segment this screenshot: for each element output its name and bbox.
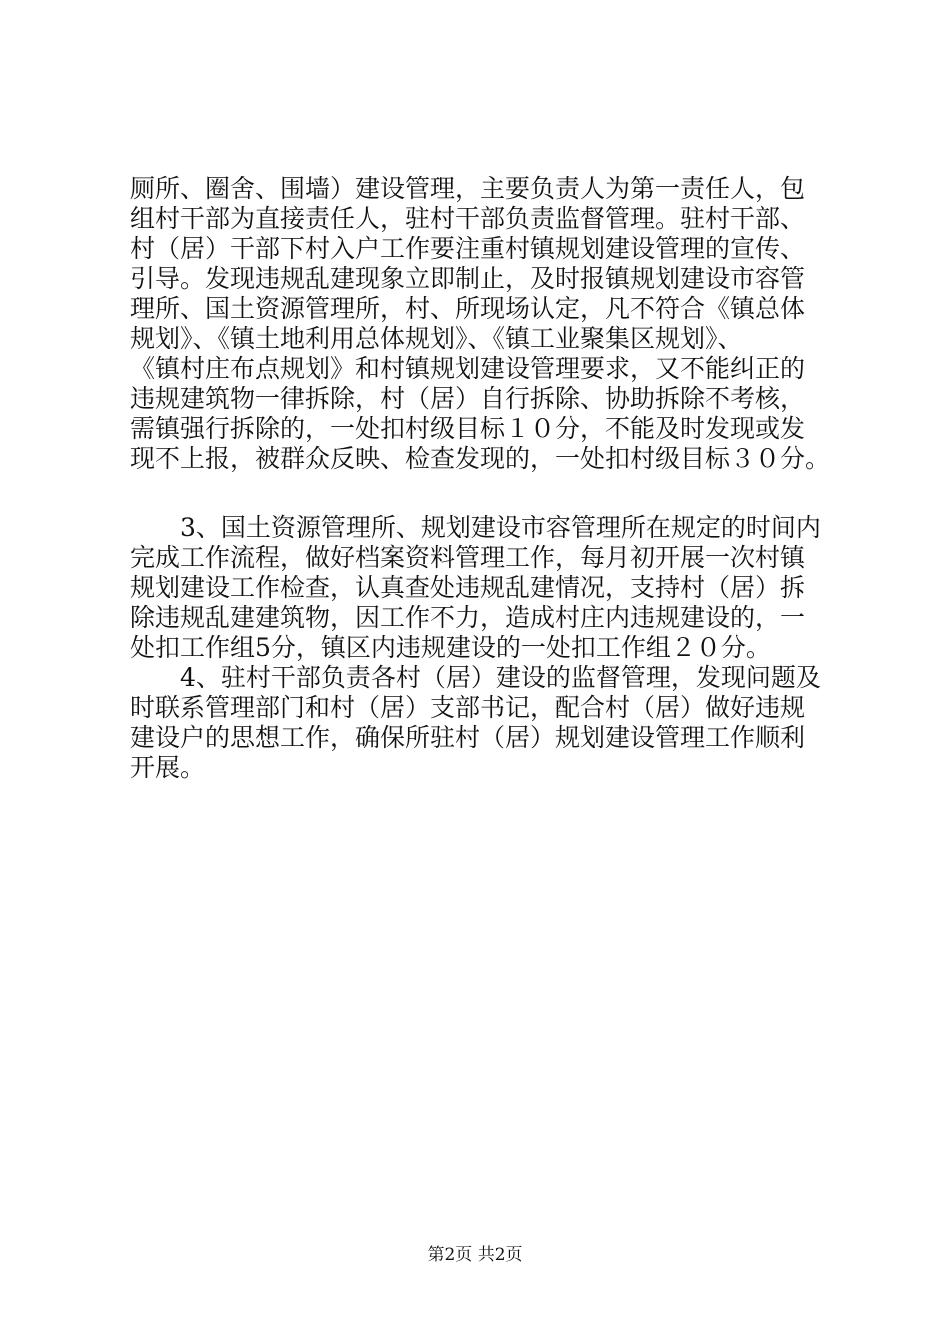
text-line: 违规建筑物一律拆除，村（居）自行拆除、协助拆除不考核， [130, 384, 806, 413]
text-line: 厕所、圈舍、围墙）建设管理，主要负责人为第一责任人，包 [130, 174, 806, 203]
text-line: 引导。发现违规乱建现象立即制止，及时报镇规划建设市容管 [130, 264, 806, 293]
text-line: 时联系管理部门和村（居）支部书记，配合村（居）做好违规 [130, 693, 806, 722]
text-line: 理所、国土资源管理所，村、所现场认定，凡不符合《镇总体 [130, 294, 806, 323]
text-line: 需镇强行拆除的，一处扣村级目标１０分，不能及时发现或发 [130, 414, 806, 443]
text-line: 组村干部为直接责任人，驻村干部负责监督管理。驻村干部、 [130, 204, 806, 233]
text-line: 4、驻村干部负责各村（居）建设的监督管理，发现问题及 [130, 663, 821, 692]
text-line: 建设户的思想工作，确保所驻村（居）规划建设管理工作顺利 [130, 723, 806, 752]
paragraph-2 [130, 513, 850, 663]
text-line: 规划建设工作检查，认真查处违规乱建情况，支持村（居）拆 [130, 573, 806, 602]
text-line: 村（居）干部下村入户工作要注重村镇规划建设管理的宣传、 [130, 234, 806, 263]
paragraph-spacer [130, 474, 850, 513]
text-line: 除违规乱建建筑物，因工作不力，造成村庄内违规建设的，一 [130, 603, 806, 632]
text-line: 《镇村庄布点规划》和村镇规划建设管理要求，又不能纠正的 [130, 354, 806, 383]
text-line: 开展。 [130, 753, 206, 782]
paragraph-1 [130, 174, 850, 474]
text-line: 现不上报，被群众反映、检查发现的，一处扣村级目标３０分。 [130, 444, 831, 473]
text-line: 处扣工作组5分，镇区内违规建设的一处扣工作组２０分。 [130, 633, 771, 662]
text-line: 规划》、《镇土地利用总体规划》、《镇工业聚集区规划》、 [130, 324, 743, 353]
page-number-footer: 第2页 共2页 [427, 1245, 523, 1265]
document-body [130, 174, 850, 783]
text-line: 完成工作流程，做好档案资料管理工作，每月初开展一次村镇 [130, 543, 806, 572]
paragraph-3 [130, 663, 850, 783]
text-line: 3、国土资源管理所、规划建设市容管理所在规定的时间内 [130, 513, 821, 542]
